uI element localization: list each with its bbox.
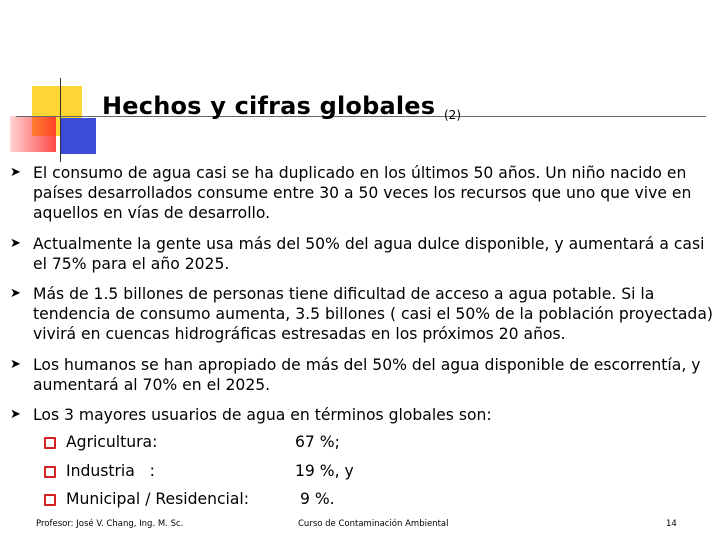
square-bullet-icon: [44, 437, 56, 449]
user-value: 9 %.: [295, 490, 335, 508]
arrowhead-icon: ➤: [10, 236, 21, 251]
footer-author: Profesor: José V. Chang, Ing. M. Sc.: [36, 519, 184, 529]
bullet-text: El consumo de agua casi se ha duplicado en los últimos 50 años. Un niño nacido en países desarrollados consume entre 30 a 50 veces los recursos que uno que vive en aquellos en vías de desarrollo.: [33, 164, 692, 222]
decor-blue-square: [60, 118, 96, 154]
footer-course: Curso de Contaminación Ambiental: [298, 519, 449, 529]
bullet-text: Más de 1.5 billones de personas tiene dificultad de acceso a agua potable. Si la tendencia de consumo aumenta, 3.5 billones ( casi el 50% de la población proyectada) vivirá en cuencas hidrográficas estresadas en los próximos 20 años.: [33, 285, 713, 343]
user-item-industry: [0, 461, 720, 483]
user-value: 19 %, y: [295, 462, 354, 480]
user-label: Industria :: [66, 462, 155, 480]
user-item-agriculture: [0, 432, 720, 454]
bullet-text: Los 3 mayores usuarios de agua en términos globales son:: [33, 406, 492, 424]
user-value: 67 %;: [295, 433, 340, 451]
bullet-text: Los humanos se han apropiado de más del 50% del agua disponible de escorrentía, y aumentará al 70% en el 2025.: [33, 356, 701, 394]
user-label: Municipal / Residencial:: [66, 490, 250, 508]
bullet-text: Actualmente la gente usa más del 50% del agua dulce disponible, y aumentará a casi el 75% para el año 2025.: [33, 235, 705, 273]
arrowhead-icon: ➤: [10, 286, 21, 301]
decor-vertical-line: [60, 78, 61, 162]
slide-title-number: (2): [444, 108, 461, 122]
arrowhead-icon: ➤: [10, 357, 21, 372]
decor-red-square: [10, 116, 56, 152]
square-bullet-icon: [44, 494, 56, 506]
page-number: 14: [666, 519, 677, 529]
arrowhead-icon: ➤: [10, 407, 21, 422]
slide-title: Hechos y cifras globales: [102, 92, 436, 120]
arrowhead-icon: ➤: [10, 165, 21, 180]
square-bullet-icon: [44, 466, 56, 478]
user-label: Agricultura:: [66, 433, 158, 451]
user-item-municipal: [0, 489, 720, 511]
